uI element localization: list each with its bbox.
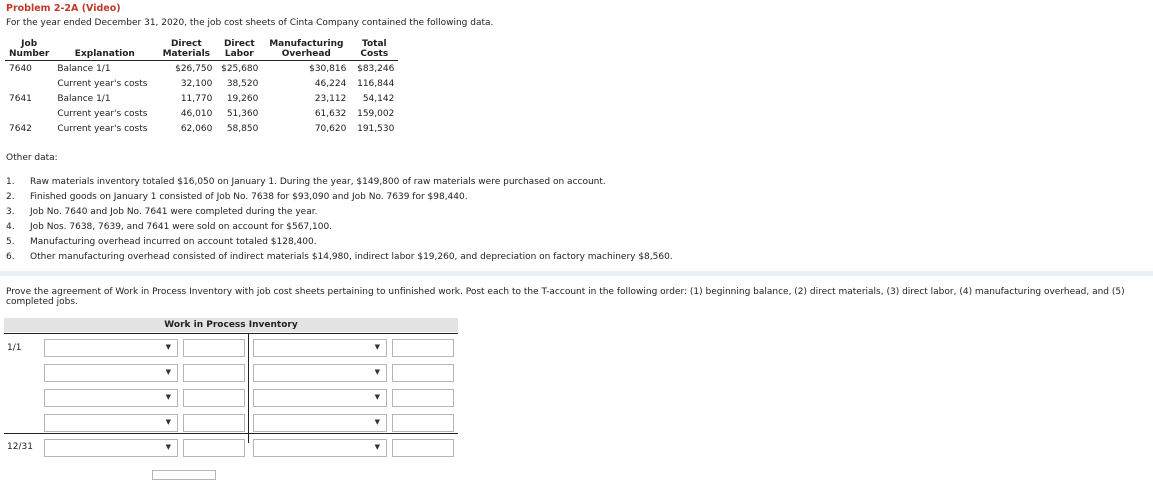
list-item xyxy=(6,236,673,251)
cell-direct-materials: 62,060 xyxy=(180,123,213,134)
t-account-total-rule xyxy=(4,433,458,434)
cell-direct-materials: 46,010 xyxy=(180,108,213,119)
credit-amount-input[interactable] xyxy=(392,414,454,432)
header-direct-labor: Direct Labor xyxy=(216,39,262,61)
cell-explanation: Balance 1/1 xyxy=(57,63,111,74)
list-item xyxy=(6,176,673,191)
cell-total: 159,002 xyxy=(357,108,395,119)
header-direct-materials: Direct Materials xyxy=(156,39,216,61)
table-header-row xyxy=(5,39,398,61)
ending-credit-select[interactable] xyxy=(253,439,387,457)
ending-account-select[interactable] xyxy=(44,439,178,457)
chevron-down-icon: ▼ xyxy=(165,393,171,401)
chevron-down-icon: ▼ xyxy=(165,443,171,451)
instruction-text: Prove the agreement of Work in Process Inventory with job cost sheets pertaining to unfinished work. Post each to the T-account in the following order: (1) beginning balance, (2) direct materials, (3) direct labor, (4) manufacturing overhead, and (5) completed jobs. xyxy=(6,287,1125,307)
cell-direct-labor: 51,360 xyxy=(226,108,259,119)
cell-direct-materials: 11,770 xyxy=(180,93,213,104)
chevron-down-icon: ▼ xyxy=(374,418,380,426)
cell-direct-labor: 58,850 xyxy=(226,123,259,134)
cell-direct-labor: 38,520 xyxy=(226,78,259,89)
cell-overhead: 46,224 xyxy=(314,78,347,89)
cell-job: 7642 xyxy=(9,123,32,134)
list-item xyxy=(6,206,673,221)
header-total-costs: Total Costs xyxy=(350,39,398,61)
cell-total: 191,530 xyxy=(357,123,395,134)
cell-job: 7641 xyxy=(9,93,32,104)
table-row xyxy=(5,121,398,136)
item-text: Manufacturing overhead incurred on account totaled $128,400. xyxy=(30,237,317,247)
cell-total: $83,246 xyxy=(357,63,395,74)
header-manufacturing-overhead: Manufacturing Overhead xyxy=(262,39,350,61)
debit-amount-input[interactable] xyxy=(183,339,245,357)
chevron-down-icon: ▼ xyxy=(165,418,171,426)
chevron-down-icon: ▼ xyxy=(374,393,380,401)
item-number: 6. xyxy=(6,252,15,262)
problem-title: Problem 2-2A (Video) xyxy=(6,3,121,14)
item-text: Job Nos. 7638, 7639, and 7641 were sold on account for $567,100. xyxy=(30,222,333,232)
list-item xyxy=(6,221,673,236)
table-row xyxy=(5,106,398,121)
cell-job xyxy=(5,106,53,121)
cell-overhead: 23,112 xyxy=(314,93,347,104)
cell-explanation: Current year's costs xyxy=(57,108,148,119)
chevron-down-icon: ▼ xyxy=(374,343,380,351)
header-explanation: Explanation xyxy=(53,39,156,61)
chevron-down-icon: ▼ xyxy=(374,368,380,376)
other-data-label: Other data: xyxy=(6,153,58,163)
list-item xyxy=(6,251,673,266)
section-divider xyxy=(0,271,1153,276)
credit-account-select[interactable] xyxy=(253,339,387,357)
list-item xyxy=(6,191,673,206)
debit-account-select[interactable] xyxy=(44,364,178,382)
credit-account-select[interactable] xyxy=(253,389,387,407)
row-label-beginning: 1/1 xyxy=(7,343,22,353)
cell-overhead: $30,816 xyxy=(309,63,347,74)
debit-amount-input[interactable] xyxy=(183,364,245,382)
item-text: Other manufacturing overhead consisted of indirect materials $14,980, indirect labor $19,260, and depreciation on factory machinery $8,560. xyxy=(30,252,673,262)
cell-explanation: Current year's costs xyxy=(57,78,148,89)
debit-amount-input[interactable] xyxy=(183,389,245,407)
header-job-number: Job Number xyxy=(5,39,53,61)
intro-text: For the year ended December 31, 2020, the job cost sheets of Cinta Company contained the following data. xyxy=(6,18,494,28)
chevron-down-icon: ▼ xyxy=(374,443,380,451)
cell-direct-labor: $25,680 xyxy=(221,63,259,74)
credit-amount-input[interactable] xyxy=(392,339,454,357)
cell-overhead: 61,632 xyxy=(314,108,347,119)
cell-overhead: 70,620 xyxy=(314,123,347,134)
item-text: Finished goods on January 1 consisted of Job No. 7638 for $93,090 and Job No. 7639 for $98,440. xyxy=(30,192,468,202)
item-text: Raw materials inventory totaled $16,050 on January 1. During the year, $149,800 of raw materials were purchased on account. xyxy=(30,177,606,187)
t-account-center-rule xyxy=(248,333,249,443)
cell-total: 116,844 xyxy=(357,78,395,89)
credit-amount-input[interactable] xyxy=(392,389,454,407)
table-row xyxy=(5,61,398,77)
item-number: 2. xyxy=(6,192,15,202)
cell-direct-materials: 32,100 xyxy=(180,78,213,89)
item-number: 1. xyxy=(6,177,15,187)
ending-credit-input[interactable] xyxy=(392,439,454,457)
debit-account-select[interactable] xyxy=(44,414,178,432)
credit-amount-input[interactable] xyxy=(392,364,454,382)
item-number: 5. xyxy=(6,237,15,247)
cell-explanation: Current year's costs xyxy=(57,123,148,134)
item-number: 3. xyxy=(6,207,15,217)
chevron-down-icon: ▼ xyxy=(165,343,171,351)
debit-account-select[interactable] xyxy=(44,339,178,357)
partial-button[interactable] xyxy=(152,470,216,480)
cell-total: 54,142 xyxy=(362,93,395,104)
cell-explanation: Balance 1/1 xyxy=(57,93,111,104)
debit-amount-input[interactable] xyxy=(183,414,245,432)
cell-job: 7640 xyxy=(9,63,32,74)
row-label-ending: 12/31 xyxy=(7,442,33,452)
cell-direct-labor: 19,260 xyxy=(226,93,259,104)
table-row xyxy=(5,91,398,106)
cell-job xyxy=(5,76,53,91)
credit-account-select[interactable] xyxy=(253,414,387,432)
table-row xyxy=(5,76,398,91)
t-account-title: Work in Process Inventory xyxy=(4,318,458,332)
ending-amount-input[interactable] xyxy=(183,439,245,457)
chevron-down-icon: ▼ xyxy=(165,368,171,376)
t-account-top-rule xyxy=(4,333,458,334)
credit-account-select[interactable] xyxy=(253,364,387,382)
job-cost-table xyxy=(5,39,398,136)
debit-account-select[interactable] xyxy=(44,389,178,407)
item-number: 4. xyxy=(6,222,15,232)
item-text: Job No. 7640 and Job No. 7641 were completed during the year. xyxy=(30,207,318,217)
cell-direct-materials: $26,750 xyxy=(175,63,213,74)
other-data-list xyxy=(6,176,673,266)
